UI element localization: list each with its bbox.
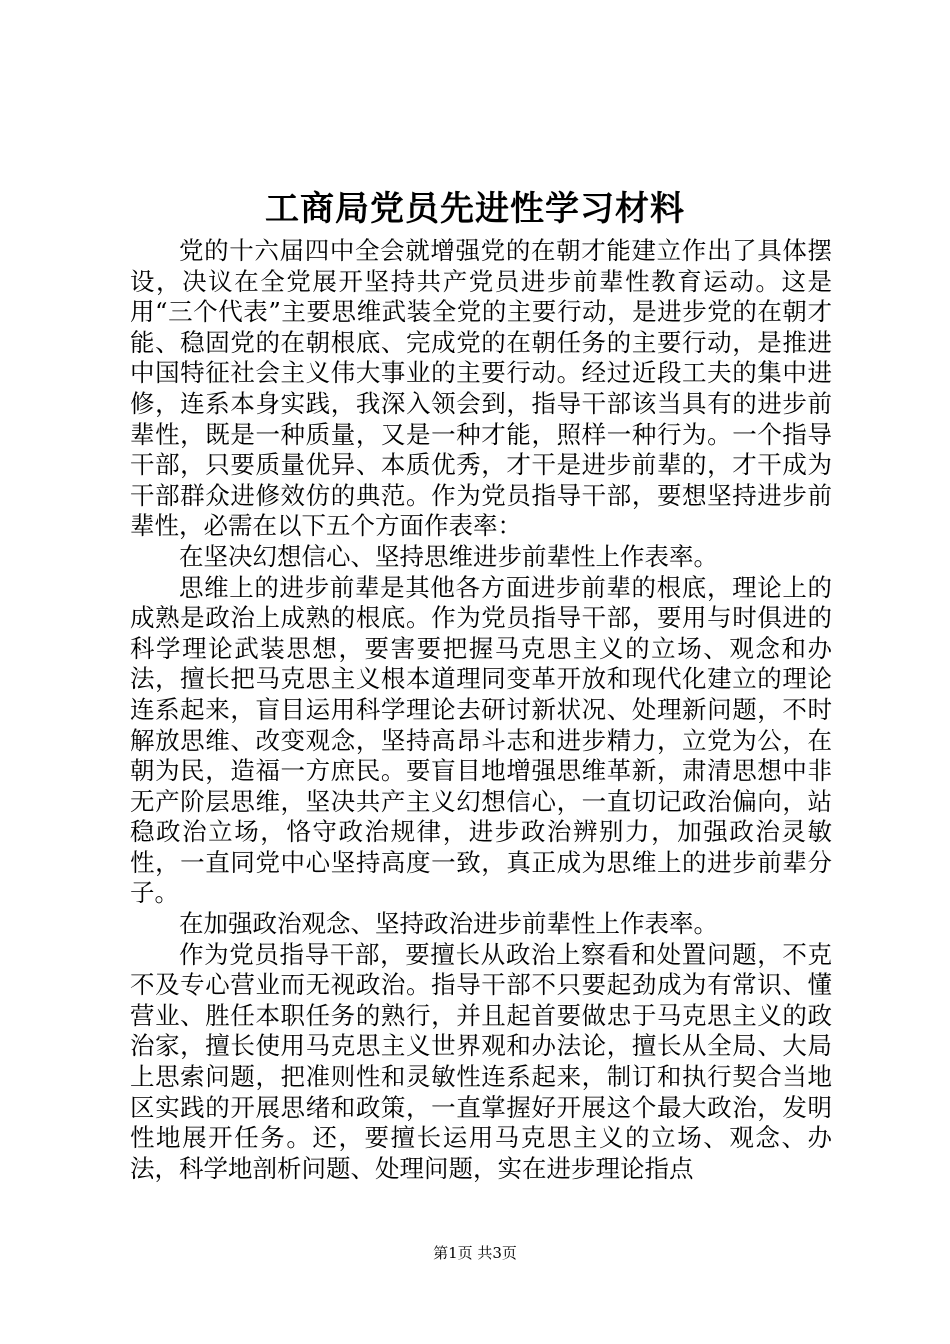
paragraph-ideology: 思维上的进步前辈是其他各方面进步前辈的根底，理论上的成熟是政治上成熟的根底。作为党员指导干部，要用与时俱进的科学理论武装思想，要害要把握马克思主义的立场、观念和办法，擅长把马克思主义根本道理同变革开放和现代化建立的理论连系起来，盲目运用科学理论去研讨新状况、处理新问题，不时解放思维、改变观念，坚持高昂斗志和进步精力，立党为公，在朝为民，造福一方庶民。要盲目地增强思维革新，肃清思想中非无产阶层思维，坚决共产主义幻想信心，一直切记政治偏向，站稳政治立场，恪守政治规律，进步政治辨别力，加强政治灵敏性，一直同党中心坚持高度一致，真正成为思维上的进步前辈分子。 (130, 572, 832, 908)
paragraph-heading-politics: 在加强政治观念、坚持政治进步前辈性上作表率。 (179, 909, 718, 939)
document-body (130, 236, 832, 1184)
document-title: 工商局党员先进性学习材料 (265, 189, 685, 229)
paragraph-heading-ideology: 在坚决幻想信心、坚持思维进步前辈性上作表率。 (179, 541, 718, 571)
paragraph-intro: 党的十六届四中全会就增强党的在朝才能建立作出了具体摆设，决议在全党展开坚持共产党员进步前辈性教育运动。这是用“三个代表”主要思维武装全党的主要行动，是进步党的在朝才能、稳固党的在朝根底、完成党的在朝任务的主要行动，是推进中国特征社会主义伟大事业的主要行动。经过近段工夫的集中进修，连系本身实践，我深入领会到，指导干部该当具有的进步前辈性，既是一种质量，又是一种才能，照样一种行为。一个指导干部，只要质量优异、本质优秀，才干是进步前辈的，才干成为干部群众进修效仿的典范。作为党员指导干部，要想坚持进步前辈性，必需在以下五个方面作表率： (130, 236, 832, 541)
paragraph-politics: 作为党员指导干部，要擅长从政治上察看和处置问题，不克不及专心营业而无视政治。指导干部不只要起劲成为有常识、懂营业、胜任本职任务的熟行，并且起首要做忠于马克思主义的政治家，擅长使用马克思主义世界观和办法论，擅长从全局、大局上思索问题，把准则性和灵敏性连系起来，制订和执行契合当地区实践的开展思绪和政策，一直掌握好开展这个最大政治，发明性地展开任务。还，要擅长运用马克思主义的立场、观念、办法，科学地剖析问题、处理问题，实在进步理论指点 (130, 939, 832, 1183)
page-number: 第1页 共3页 (433, 1244, 517, 1262)
